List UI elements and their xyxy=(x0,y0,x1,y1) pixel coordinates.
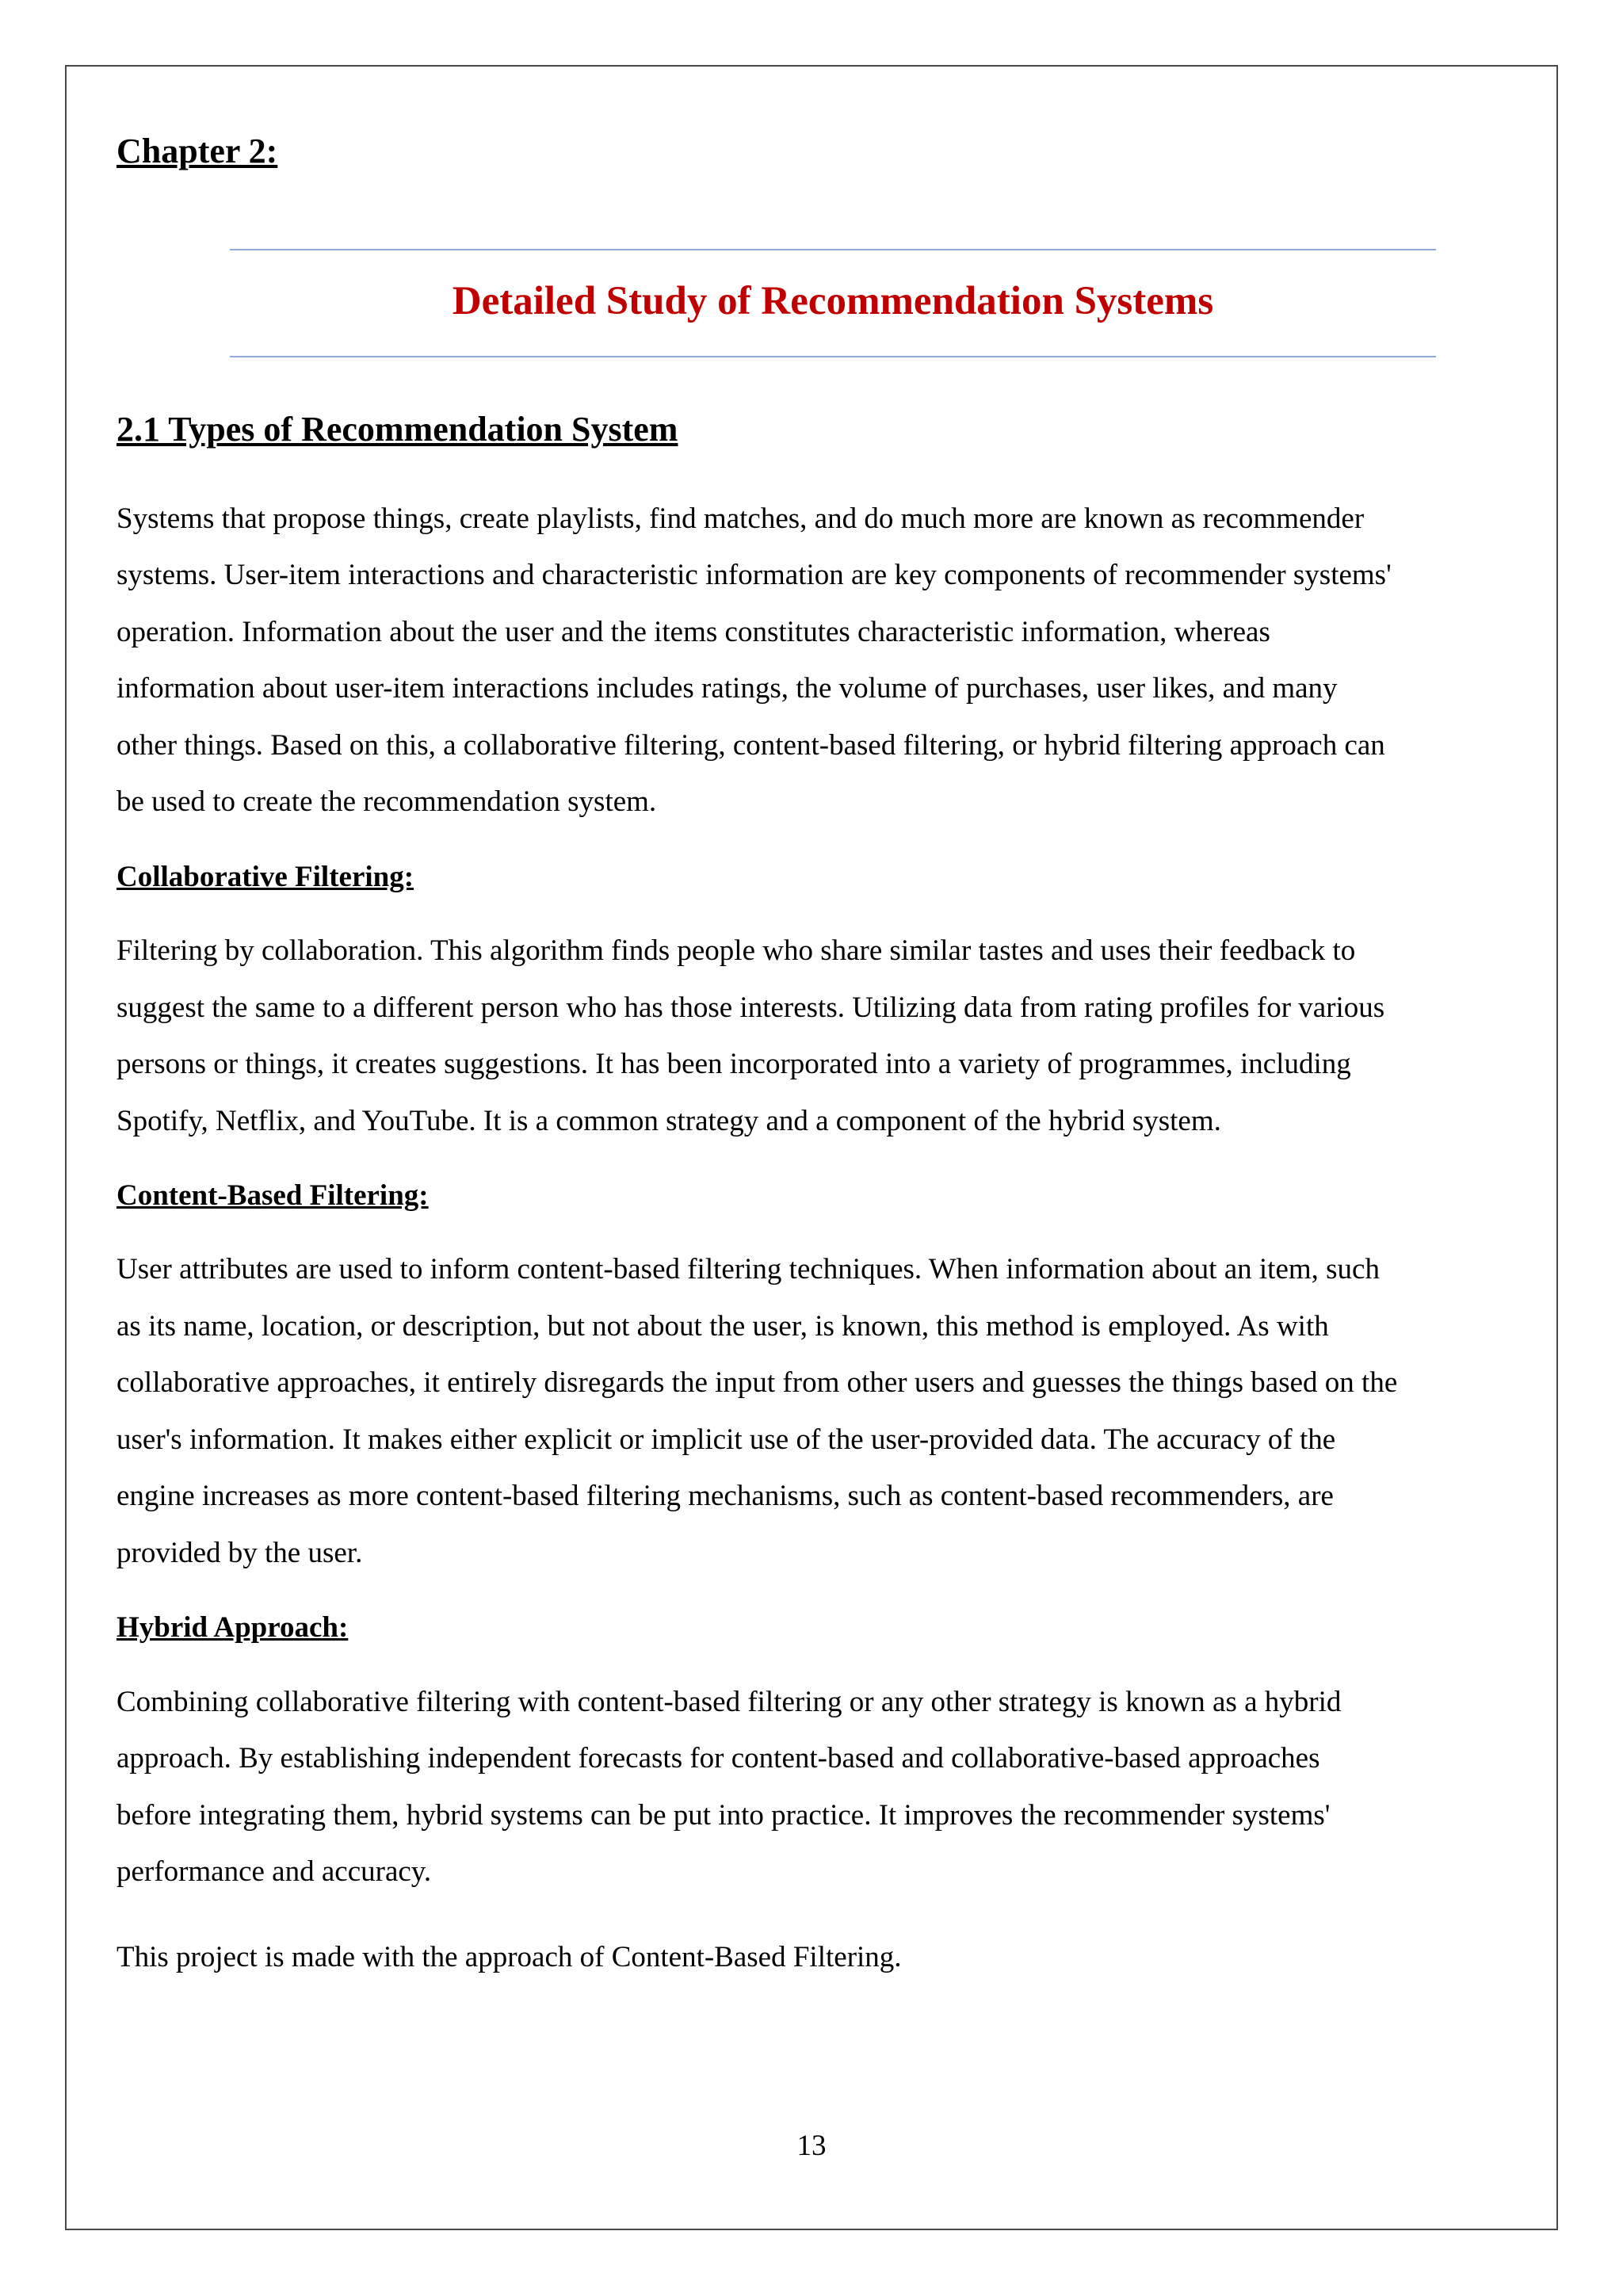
collaborative-heading: Collaborative Filtering: xyxy=(116,860,414,893)
text-line: other things. Based on this, a collaborative filtering, content-based filtering, or hybrid filtering approach can xyxy=(116,728,1385,762)
content-based-paragraph xyxy=(116,1241,1551,1581)
text-line: operation. Information about the user and the items constitutes characteristic information, whereas xyxy=(116,615,1270,648)
intro-paragraph xyxy=(116,491,1551,831)
page-title: Detailed Study of Recommendation Systems xyxy=(452,279,1214,323)
text-line: approach. By establishing independent forecasts for content-based and collaborative-based approaches xyxy=(116,1742,1320,1775)
title-rule-bottom xyxy=(230,356,1436,357)
text-line: User attributes are used to inform content-based filtering techniques. When information about an item, such xyxy=(116,1253,1380,1286)
text-line: Combining collaborative filtering with content-based filtering or any other strategy is known as a hybrid xyxy=(116,1685,1342,1718)
text-line: performance and accuracy. xyxy=(116,1855,432,1889)
text-line: Systems that propose things, create playlists, find matches, and do much more are known as recommender xyxy=(116,502,1365,535)
text-line: information about user-item interactions includes ratings, the volume of purchases, user likes, and many xyxy=(116,672,1338,705)
title-rule-top xyxy=(230,249,1436,250)
text-line: suggest the same to a different person who has those interests. Utilizing data from rating profiles for various xyxy=(116,991,1385,1024)
collaborative-paragraph xyxy=(116,923,1551,1149)
text-line: as its name, location, or description, but not about the user, is known, this method is employed. As with xyxy=(116,1309,1329,1343)
section-heading: 2.1 Types of Recommendation System xyxy=(116,410,678,449)
text-line: Filtering by collaboration. This algorithm finds people who share similar tastes and uses their feedback to xyxy=(116,934,1356,968)
content-based-heading: Content-Based Filtering: xyxy=(116,1179,429,1213)
text-line: persons or things, it creates suggestions. It has been incorporated into a variety of programmes, including xyxy=(116,1048,1351,1081)
text-line: systems. User-item interactions and characteristic information are key components of recommender systems' xyxy=(116,559,1392,592)
text-line: provided by the user. xyxy=(116,1536,363,1569)
document-body xyxy=(116,409,1551,2014)
text-line: Spotify, Netflix, and YouTube. It is a common strategy and a component of the hybrid system. xyxy=(116,1104,1221,1137)
text-line: before integrating them, hybrid systems can be put into practice. It improves the recommender systems' xyxy=(116,1798,1331,1832)
text-line: collaborative approaches, it entirely disregards the input from other users and guesses the things based on the xyxy=(116,1366,1398,1400)
closing-paragraph xyxy=(116,1929,1551,1986)
chapter-label: Chapter 2: xyxy=(116,132,278,170)
hybrid-heading: Hybrid Approach: xyxy=(116,1611,349,1645)
page-number: 13 xyxy=(796,2130,827,2162)
text-line: user's information. It makes either explicit or implicit use of the user-provided data. The accuracy of the xyxy=(116,1423,1336,1456)
text-line: engine increases as more content-based filtering mechanisms, such as content-based recommenders, are xyxy=(116,1480,1334,1513)
text-line: be used to create the recommendation system. xyxy=(116,785,657,819)
text-line: This project is made with the approach of Content-Based Filtering. xyxy=(116,1940,902,1973)
hybrid-paragraph xyxy=(116,1674,1551,1901)
